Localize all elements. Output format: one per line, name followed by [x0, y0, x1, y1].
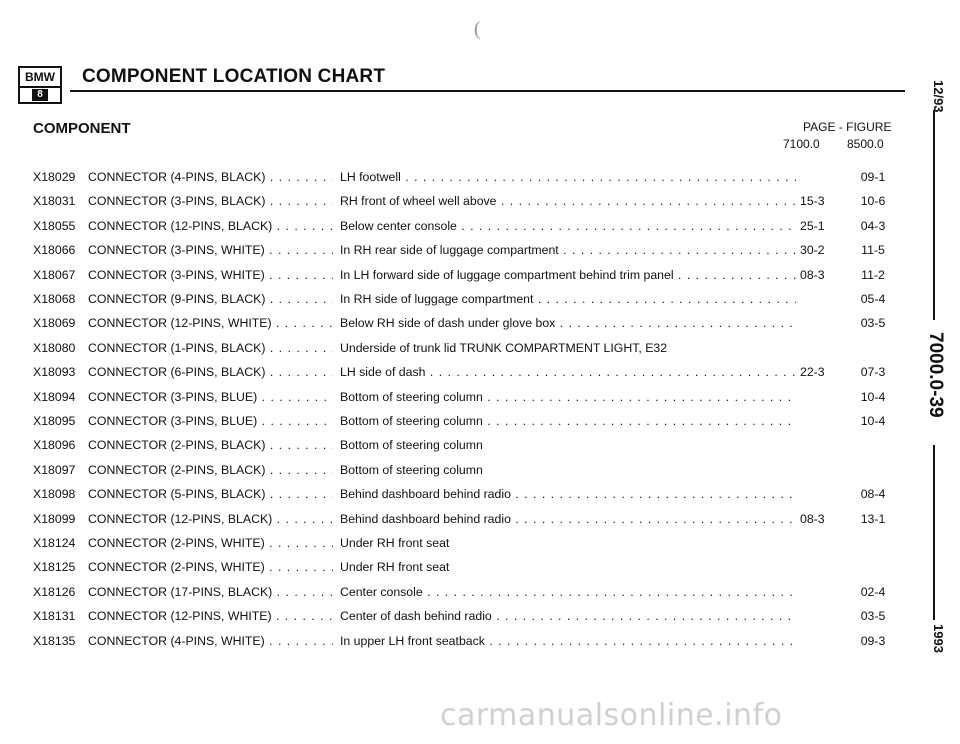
component-id: X18068 — [33, 292, 76, 306]
connector-description: CONNECTOR (3-PINS, BLUE) . . . — [88, 390, 333, 404]
sidebar-rule-middle — [933, 445, 935, 620]
page-ref-8500: 04-3 — [860, 218, 886, 233]
component-id: X18135 — [33, 633, 76, 648]
logo-bottom-text: 8 — [32, 89, 48, 101]
page-ref-8500: 10-4 — [860, 389, 886, 404]
component-id: X18066 — [33, 243, 76, 258]
table-row — [0, 390, 905, 410]
page-ref-8500: 07-3 — [860, 365, 886, 380]
page-ref-8500: 03-5 — [860, 609, 886, 624]
watermark-text: carmanualsonline.info — [440, 698, 783, 733]
component-location: Bottom of steering column . . . — [340, 414, 796, 428]
stray-mark: ( — [474, 18, 481, 40]
table-row — [0, 219, 905, 239]
component-location: Behind dashboard behind radio . . . — [340, 512, 796, 526]
connector-description: CONNECTOR (3-PINS, BLUE) . . . — [88, 414, 333, 428]
component-id: X18067 — [33, 267, 76, 282]
component-location: Center of dash behind radio . . . — [340, 609, 796, 623]
connector-description: CONNECTOR (2-PINS, WHITE) . . . — [88, 560, 333, 574]
page-ref-8500: 11-5 — [861, 243, 885, 258]
component-location: Bottom of steering column . . . — [340, 390, 796, 404]
table-row — [0, 170, 905, 190]
page-title: COMPONENT LOCATION CHART — [82, 66, 386, 87]
table-row — [0, 609, 905, 629]
connector-description: CONNECTOR (6-PINS, BLACK) . . . — [88, 365, 333, 379]
connector-description: CONNECTOR (5-PINS, BLACK) . . . — [88, 487, 333, 501]
component-location: Under RH front seat — [340, 560, 450, 575]
connector-description: CONNECTOR (12-PINS, WHITE) . . . — [88, 316, 333, 330]
page-ref-8500: 13-1 — [860, 511, 886, 526]
component-location: LH side of dash . . . — [340, 365, 796, 379]
page-ref-8500: 05-4 — [860, 292, 886, 306]
component-id: X18096 — [33, 438, 76, 453]
table-row — [0, 365, 905, 385]
page-ref-8500: 03-5 — [860, 316, 886, 331]
table-row — [0, 243, 905, 263]
connector-description: CONNECTOR (4-PINS, BLACK) . . . — [88, 170, 333, 184]
sidebar-year: 1993 — [931, 624, 946, 653]
page-ref-7100: 15-3 — [800, 194, 825, 209]
connector-description: CONNECTOR (1-PINS, BLACK) . . . — [88, 341, 333, 355]
component-location: LH footwell . . . — [340, 170, 796, 184]
page-ref-8500: 02-4 — [860, 584, 886, 599]
component-id: X18080 — [33, 340, 76, 355]
component-location: In RH rear side of luggage compartment . . . — [340, 243, 796, 257]
connector-description: CONNECTOR (3-PINS, WHITE) . . . — [88, 243, 333, 257]
table-row — [0, 512, 905, 532]
component-location: In RH side of luggage compartment . . . — [340, 292, 796, 306]
connector-description: CONNECTOR (2-PINS, WHITE) . . . — [88, 536, 333, 550]
table-row — [0, 560, 905, 580]
table-row — [0, 536, 905, 556]
component-id: X18069 — [33, 316, 76, 331]
page-ref-8500: 09-1 — [860, 170, 886, 184]
table-row — [0, 194, 905, 214]
table-row — [0, 463, 905, 483]
sidebar-date: 12/93 — [931, 80, 946, 113]
component-id: X18098 — [33, 487, 76, 502]
page-ref-7100: 08-3 — [800, 511, 825, 526]
page-ref-8500: 09-3 — [860, 633, 886, 648]
component-location: In upper LH front seatback . . . — [340, 634, 796, 648]
page-ref-7100: 22-3 — [800, 365, 825, 380]
table-row — [0, 316, 905, 336]
component-column-header: COMPONENT — [33, 120, 131, 137]
component-id: X18097 — [33, 462, 76, 477]
connector-description: CONNECTOR (3-PINS, WHITE) . . . — [88, 268, 333, 282]
sidebar-page-number: 7000.0-39 — [925, 332, 946, 418]
component-location: Below RH side of dash under glove box . . . — [340, 316, 796, 330]
component-id: X18131 — [33, 609, 76, 624]
page-ref-8500: 10-6 — [860, 194, 886, 209]
component-id: X18125 — [33, 560, 76, 575]
component-location: Below center console . . . — [340, 219, 796, 233]
bmw-logo — [18, 66, 62, 104]
table-row — [0, 487, 905, 507]
title-rule — [70, 90, 905, 92]
component-id: X18126 — [33, 584, 76, 599]
component-location: Bottom of steering column — [340, 462, 483, 477]
component-location: Behind dashboard behind radio . . . — [340, 487, 796, 501]
logo-top-text: BMW — [20, 68, 60, 88]
page-figure-header: PAGE - FIGURE — [803, 120, 892, 134]
connector-description: CONNECTOR (2-PINS, BLACK) . . . — [88, 463, 333, 477]
page-column-8500: 8500.0 — [847, 137, 884, 151]
table-row — [0, 268, 905, 288]
component-id: X18055 — [33, 218, 76, 233]
connector-description: CONNECTOR (3-PINS, BLACK) . . . — [88, 194, 333, 208]
page-ref-8500: 11-2 — [861, 267, 885, 282]
component-location: Bottom of steering column — [340, 438, 483, 453]
page-sidebar — [912, 0, 958, 744]
table-row — [0, 341, 905, 361]
page-ref-7100: 30-2 — [800, 243, 825, 258]
connector-description: CONNECTOR (4-PINS, WHITE) . . . — [88, 634, 333, 648]
component-id: X18029 — [33, 170, 76, 184]
component-location: RH front of wheel well above . . . — [340, 194, 796, 208]
table-row — [0, 585, 905, 605]
page-column-7100: 7100.0 — [783, 137, 820, 151]
component-id: X18093 — [33, 365, 76, 380]
page-ref-8500: 08-4 — [860, 487, 886, 502]
component-id: X18099 — [33, 511, 76, 526]
connector-description: CONNECTOR (12-PINS, WHITE) . . . — [88, 609, 333, 623]
component-id: X18031 — [33, 194, 76, 209]
connector-description: CONNECTOR (17-PINS, BLACK) . . . — [88, 585, 333, 599]
component-id: X18124 — [33, 536, 76, 550]
connector-description: CONNECTOR (9-PINS, BLACK) . . . — [88, 292, 333, 306]
component-id: X18095 — [33, 414, 76, 428]
table-row — [0, 634, 905, 654]
table-row — [0, 438, 905, 458]
component-location: Under RH front seat — [340, 536, 450, 550]
connector-description: CONNECTOR (12-PINS, BLACK) . . . — [88, 219, 333, 233]
connector-description: CONNECTOR (2-PINS, BLACK) . . . — [88, 438, 333, 452]
component-id: X18094 — [33, 389, 76, 404]
component-location: Center console . . . — [340, 585, 796, 599]
connector-description: CONNECTOR (12-PINS, BLACK) . . . — [88, 512, 333, 526]
page-ref-8500: 10-4 — [860, 414, 886, 428]
component-location: Underside of trunk lid TRUNK COMPARTMENT LIGHT, E32 — [340, 340, 668, 355]
sidebar-rule-top — [933, 110, 935, 320]
page-ref-7100: 08-3 — [800, 267, 825, 282]
page-ref-7100: 25-1 — [800, 218, 825, 233]
table-row — [0, 414, 905, 434]
table-row — [0, 292, 905, 312]
component-location: In LH forward side of luggage compartment behind trim panel . . . — [340, 268, 796, 282]
